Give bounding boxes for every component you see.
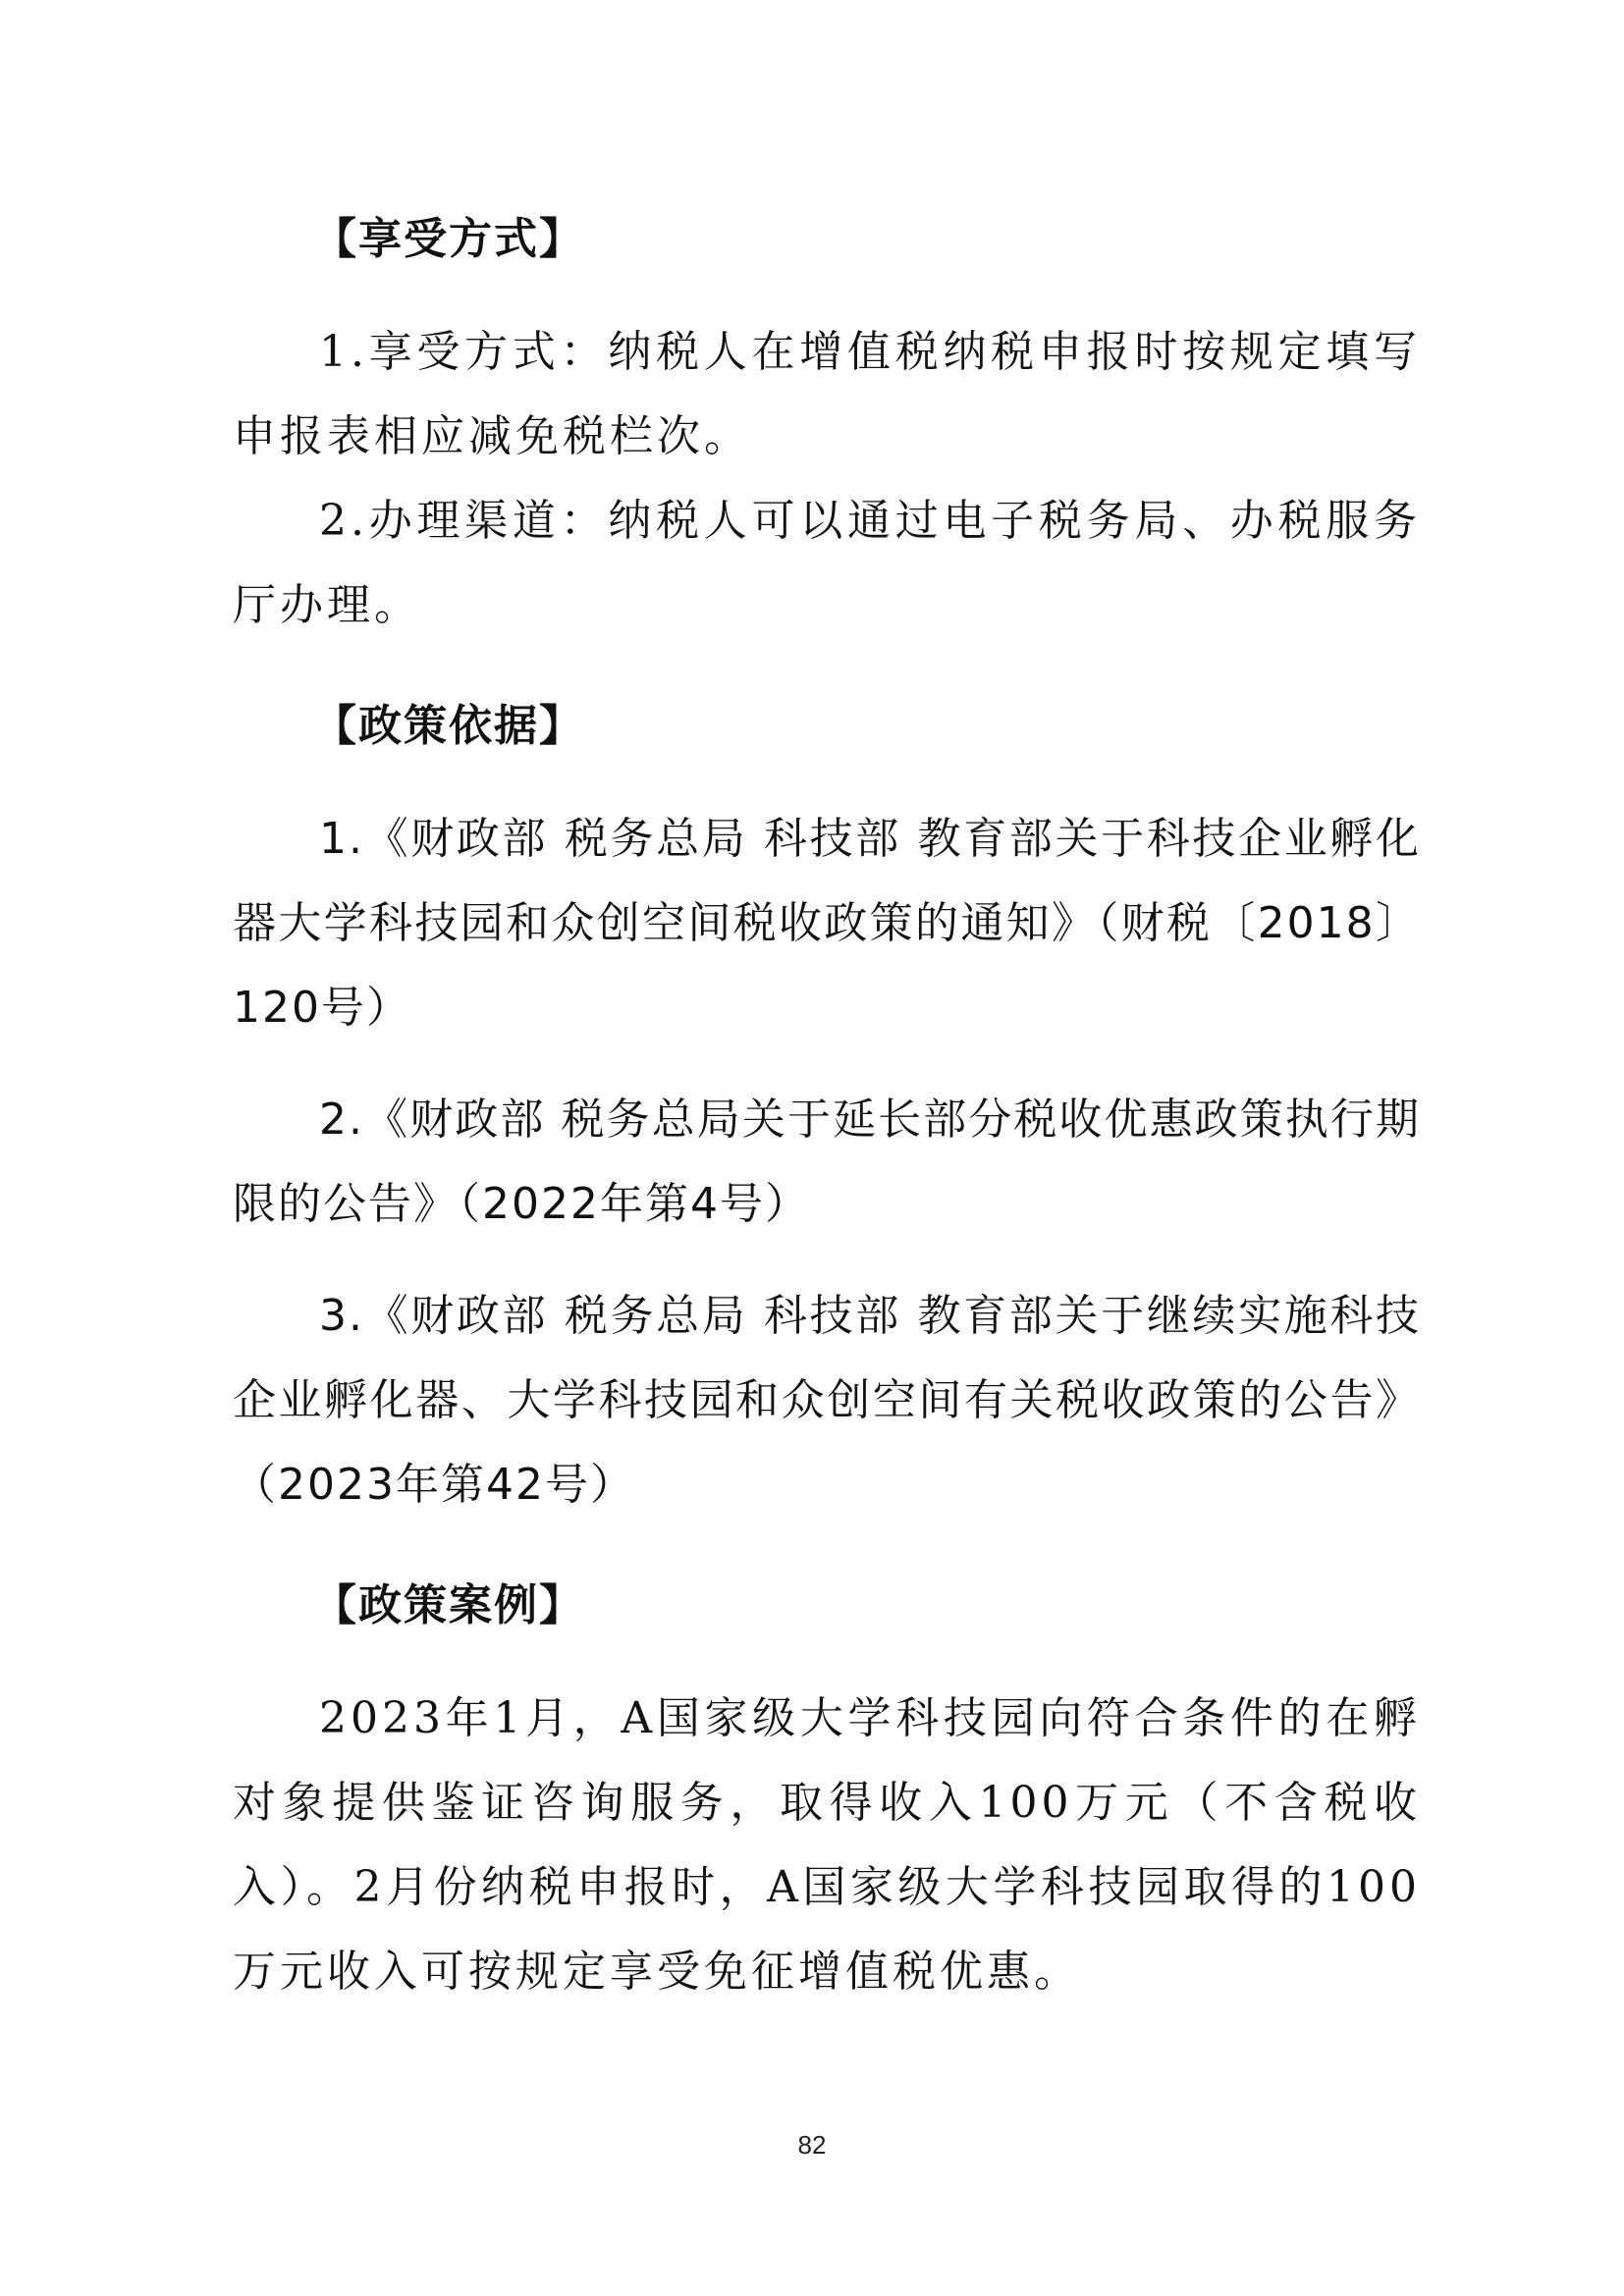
case-text: 2023年1月，A国家级大学科技园向符合条件的在孵对象提供鉴证咨询服务，取得收入100万元（不含税收入）。2月份纳税申报时，A国家级大学科技园取得的100万元收入可按规定享受免征增值税优惠。: [233, 1693, 1421, 1997]
page-content: [233, 196, 1421, 2014]
basis-item-3: 3.《财政部 税务总局 科技部 教育部关于继续实施科技企业孵化器、大学科技园和众创空间有关税收政策的公告》（2023年第42号）: [233, 1291, 1421, 1510]
enjoy-item-2: 2.办理渠道：纳税人可以通过电子税务局、办税服务厅办理。: [233, 496, 1421, 630]
basis-item-2: 2.《财政部 税务总局关于延长部分税收优惠政策执行期限的公告》（2022年第4号）: [233, 1095, 1421, 1229]
spacer: [233, 283, 1421, 310]
section-heading-case: 【政策案例】: [313, 1580, 584, 1630]
enjoy-item-1: 1.享受方式：纳税人在增值税纳税申报时按规定填写申报表相应减免税栏次。: [233, 327, 1421, 461]
spacer: [233, 1247, 1421, 1274]
section-heading-basis: 【政策依据】: [313, 701, 584, 751]
spacer: [233, 1649, 1421, 1677]
basis-item-1: 1.《财政部 税务总局 科技部 教育部关于科技企业孵化器大学科技园和众创空间税收政策的通知》（财税〔2018〕120号）: [233, 814, 1421, 1033]
spacer: [233, 648, 1421, 683]
spacer: [233, 1527, 1421, 1563]
page-number: 82: [797, 2130, 827, 2160]
spacer: [233, 770, 1421, 797]
section-heading-enjoy: 【享受方式】: [313, 214, 584, 264]
spacer: [233, 1050, 1421, 1078]
